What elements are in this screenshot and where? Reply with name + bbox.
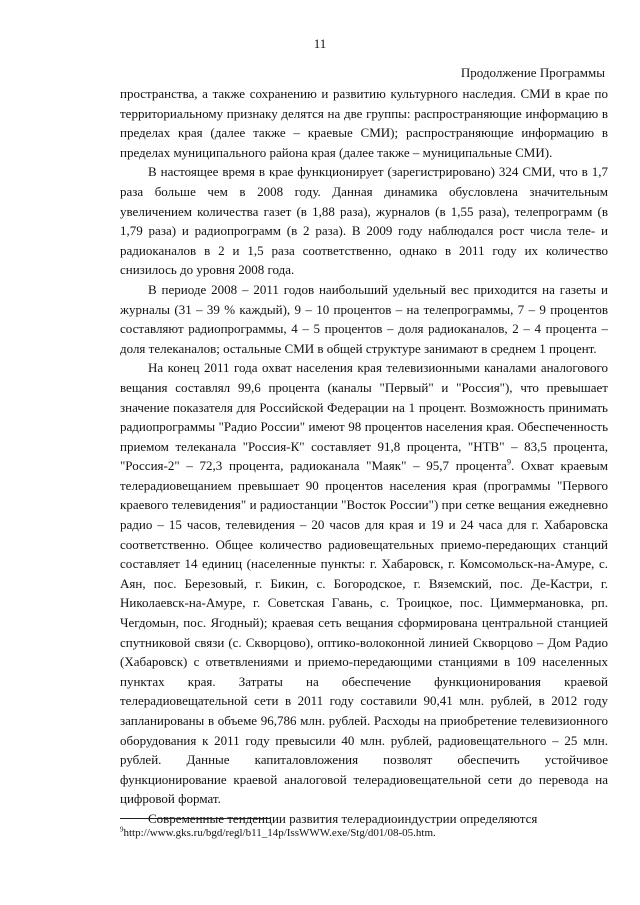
continuation-label: Продолжение Программы — [460, 65, 605, 80]
paragraph-3: В периоде 2008 – 2011 годов наибольший удельный вес приходится на газеты и журналы (31 – 39 % каждый), 9 – 10 процентов – на телепрограммы, 7 – 9 процентов составляют радиопрограммы, 4 – 5 процентов – доля радиоканалов, 2 – 4 процента – доля телеканалов; остальные СМИ в общей структуре занимают в среднем 1 процент. — [120, 281, 608, 356]
page-number: 11 — [313, 36, 327, 51]
paragraph-5: Современные тенденции развития телерадиоиндустрии определяются — [148, 810, 538, 826]
paragraph-4-text-before-note: На конец 2011 года охват населения края телевизионными каналами аналогового вещания составлял 99,6 процента (каналы "Первый" и "Россия"), что превышает значение показателя для Российской Федерации на 1 процент. Возможность принимать радиопрограммы "Радио России" имеют 98 процентов населения края. Обеспеченность приемом телеканала "Россия-К" составляет 91,8 процента, "НТВ" – 83,5 процента, "Россия-2" – 72,3 процента, радиоканала "Маяк" – 95,7 процента — [120, 360, 608, 474]
paragraph-4 — [120, 358, 608, 809]
paragraph-1: пространства, а также сохранению и развитию культурного наследия. СМИ в крае по территориальному признаку делятся на две группы: распространяющие информацию в пределах края (далее также – краевые СМИ); распространяющие информацию в пределах муниципального района края (далее также – муниципальные СМИ). — [120, 86, 608, 160]
footnote — [120, 826, 608, 840]
footnote-link[interactable]: http://www.gks.ru/bgd/regl/b11_14p/IssWWW.exe/Stg/d01/08-05.htm. — [123, 827, 436, 839]
paragraph-4-text-after-note: . Охват краевым телерадиовещанием превышает 90 процентов населения края (программы "Первого краевого телевидения" и радиостанции "Восток России") при сетке вещания ежедневно радио – 15 часов, телевидения – 20 часов для края и 19 и 24 часа для г. Хабаровска соответственно. Общее количество радиовещательных приемо-передающих станций составляет 14 единиц (населенные пункты: г. Хабаровск, г. Комсомольск-на-Амуре, с. Аян, пос. Березовый, г. Бикин, с. Богородское, г. Вяземский, пос. Де-Кастри, г. Николаевск-на-Амуре, г. Советская Гавань, с. Троицкое, пос. Циммермановка, рп. Чегдомын, пос. Ягодный); краевая сеть вещания сформирована центральной станцией спутниковой связи (с. Скворцово), оптико-волоконной линией Скворцово – Дом Радио (Хабаровск) с ответвлениями и приемо-передающими станциями в 109 населенных пунктах края. Затраты на обеспечение функционирования краевой телерадиовещательной сети в 2011 году составили 90,41 млн. рублей, в 2012 году запланированы в объеме 96,786 млн. рублей. Расходы на приобретение телевизионного оборудования к 2011 году превысили 40 млн. рублей, радиовещательного – 25 млн. рублей. Данные капиталовложения позволят обеспечить устойчивое функционирование краевой аналоговой телерадиовещательной сети до перевода на цифровой формат. — [120, 458, 608, 807]
footnote-reference: 9 — [506, 457, 511, 467]
body-text — [120, 84, 608, 829]
footnote-divider — [120, 818, 270, 819]
paragraph-2: В настоящее время в крае функционирует (зарегистрировано) 324 СМИ, что в 1,7 раза больше чем в 2008 году. Данная динамика обусловлена значительным увеличением количества газет (в 1,88 раза), журналов (в 1,55 раза), телепрограмм (в 1,79 раза) и радиопрограмм (в 2 раза). В 2009 году наблюдался рост числа теле- и радиоканалов в 2 и 1,5 раза соответственно, однако в 2011 году их количество снизилось до уровня 2008 года. — [120, 164, 608, 278]
footnote-mark: 9 — [120, 825, 124, 834]
